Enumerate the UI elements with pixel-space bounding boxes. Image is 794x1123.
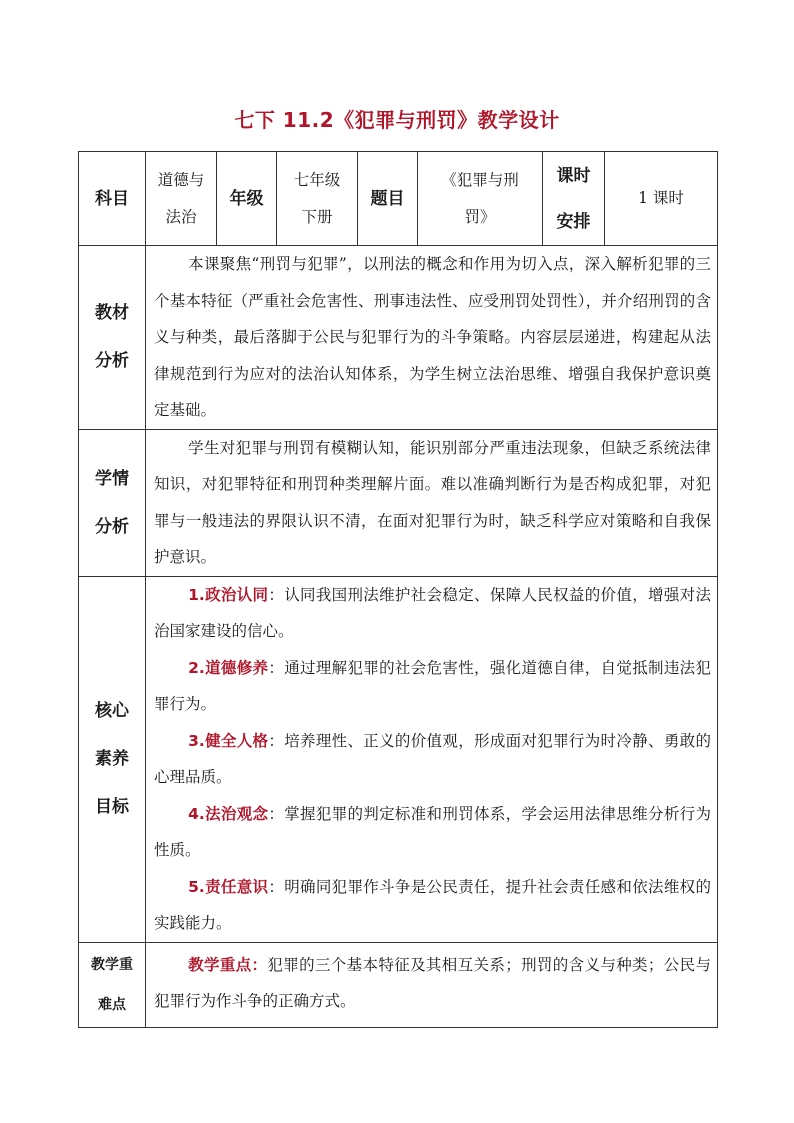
goal-text: 明确同犯罪作斗争是公民责任，提升社会责任感和依法维权的实践能力。 [154, 877, 711, 932]
grade-value-line-2: 下册 [301, 207, 333, 226]
key-points-row [79, 942, 718, 1027]
goals-label-line-2: 素养 [95, 749, 129, 769]
material-analysis-row [79, 246, 718, 430]
goal-heading: 5.责任意识 [188, 877, 269, 896]
goal-heading: 1.政治认同 [188, 585, 269, 604]
goal-item [154, 796, 711, 869]
goals-label-line-1: 核心 [95, 701, 129, 721]
students-label-line-2: 分析 [95, 516, 129, 537]
material-analysis-label [79, 246, 146, 430]
hours-label [543, 152, 605, 246]
goal-text: 培养理性、正义的价值观，形成面对犯罪行为时冷静、勇敢的心理品质。 [154, 731, 711, 786]
grade-label: 年级 [217, 152, 277, 246]
goal-heading: 3.健全人格 [188, 731, 269, 750]
lesson-plan-table [78, 151, 718, 1028]
goal-separator: ： [268, 658, 285, 677]
students-label-line-1: 学情 [95, 468, 129, 489]
student-analysis-label [79, 429, 146, 576]
hours-value: 1 课时 [605, 152, 718, 246]
key-label-line-1: 教学重 [91, 956, 133, 973]
core-goals-list [146, 576, 718, 942]
core-goals-row [79, 576, 718, 942]
student-analysis-row [79, 429, 718, 576]
goal-text: 掌握犯罪的判定标准和刑罚体系，学会运用法律思维分析行为性质。 [154, 804, 711, 859]
goals-label-line-3: 目标 [95, 797, 129, 817]
goal-heading: 2.道德修养 [188, 658, 269, 677]
document-title: 七下 11.2《犯罪与刑罚》教学设计 [234, 108, 560, 132]
goal-heading: 4.法治观念 [188, 804, 269, 823]
topic-value [418, 152, 543, 246]
goal-item [154, 577, 711, 650]
subject-value [146, 152, 217, 246]
subject-label: 科目 [79, 152, 146, 246]
goal-separator: ： [268, 877, 285, 896]
topic-value-line-1: 《犯罪与刑 [441, 170, 519, 189]
goal-item [154, 723, 711, 796]
grade-value-line-1: 七年级 [293, 170, 341, 189]
key-points-body: 犯罪的三个基本特征及其相互关系；刑罚的含义与种类；公民与犯罪行为作斗争的正确方式。 [154, 955, 711, 1010]
topic-label: 题目 [358, 152, 418, 246]
hours-label-line-1: 课时 [556, 165, 591, 186]
goal-separator: ： [268, 731, 285, 750]
goal-item [154, 869, 711, 942]
goal-text: 认同我国刑法维护社会稳定、保障人民权益的价值，增强对法治国家建设的信心。 [154, 585, 711, 640]
goal-separator: ： [268, 804, 285, 823]
goal-item [154, 650, 711, 723]
key-points-heading: 教学重点： [188, 955, 268, 974]
header-row [79, 152, 718, 246]
subject-value-line-1: 道德与 [157, 170, 205, 189]
key-points-text [146, 942, 718, 1027]
subject-value-line-2: 法治 [165, 207, 197, 226]
material-analysis-text: 本课聚焦“刑罚与犯罪”，以刑法的概念和作用为切入点，深入解析犯罪的三个基本特征（严重社会危害性、刑事违法性、应受刑罚处罚性），并介绍刑罚的含义与种类，最后落脚于公民与犯罪行为的斗争策略。内容层层递进，构建起从法律规范到行为应对的法治认知体系，为学生树立法治思维、增强自我保护意识奠定基础。 [146, 246, 718, 430]
topic-value-line-2: 罚》 [464, 207, 496, 226]
goal-separator: ： [268, 585, 285, 604]
student-analysis-text: 学生对犯罪与刑罚有模糊认知，能识别部分严重违法现象，但缺乏系统法律知识，对犯罪特征和刑罚种类理解片面。难以准确判断行为是否构成犯罪，对犯罪与一般违法的界限认识不清，在面对犯罪行为时，缺乏科学应对策略和自我保护意识。 [146, 429, 718, 576]
material-label-line-1: 教材 [95, 303, 129, 324]
material-label-line-2: 分析 [95, 351, 129, 372]
core-goals-label [79, 576, 146, 942]
key-label-line-2: 难点 [98, 996, 126, 1013]
key-points-label [79, 942, 146, 1027]
hours-label-line-2: 安排 [556, 211, 591, 232]
goal-text: 通过理解犯罪的社会危害性，强化道德自律，自觉抵制违法犯罪行为。 [154, 658, 711, 713]
grade-value [277, 152, 358, 246]
